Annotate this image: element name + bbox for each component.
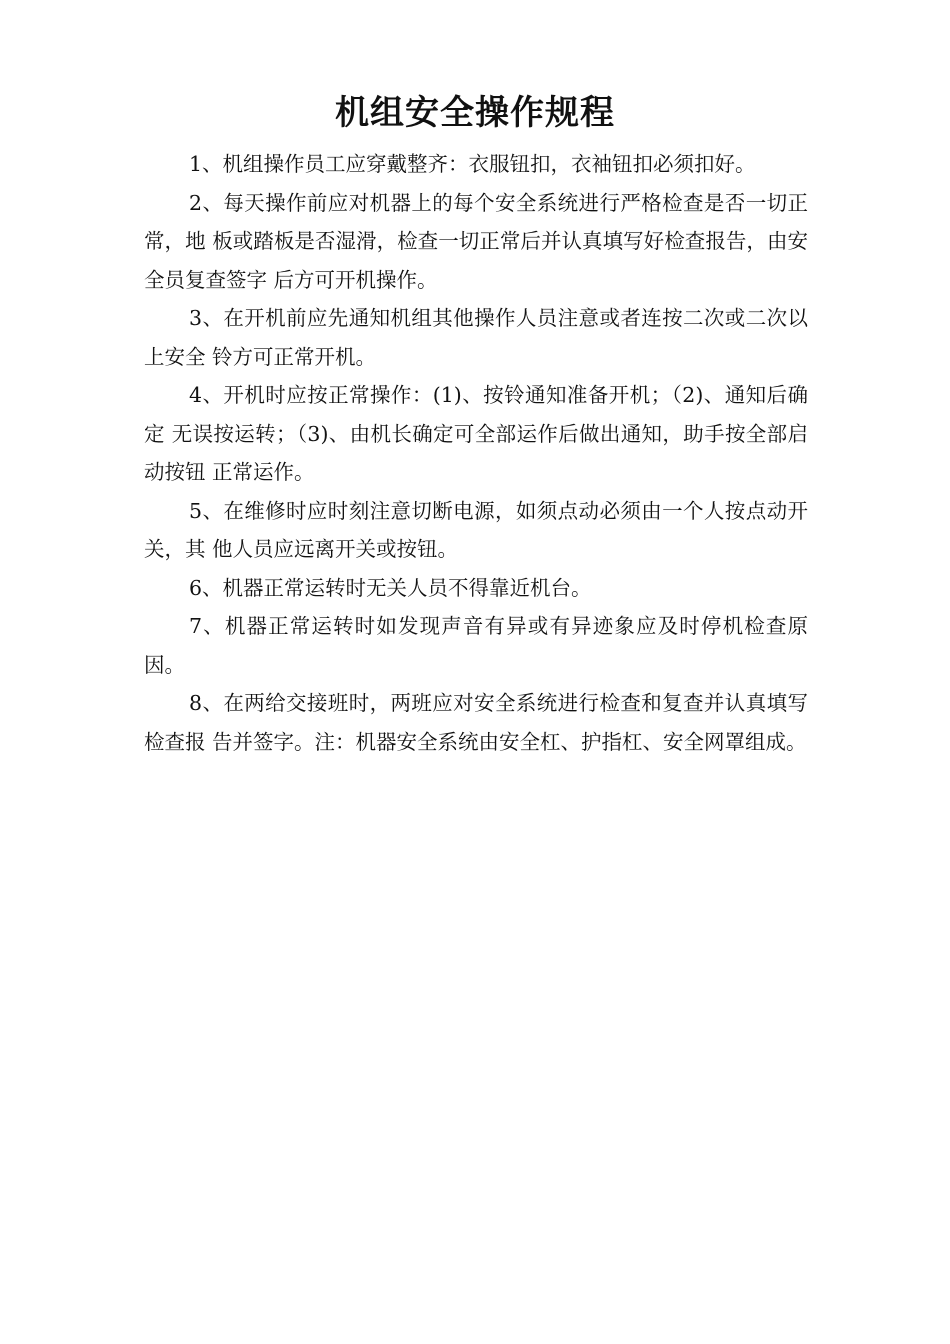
document-body	[144, 145, 808, 761]
paragraph-3: 3、在开机前应先通知机组其他操作人员注意或者连按二次或二次以上安全 铃方可正常开机。	[144, 306, 808, 369]
paragraph-7: 7、机器正常运转时如发现声音有异或有异迹象应及时停机检查原因。	[144, 614, 808, 677]
paragraph-8: 8、在两给交接班时，两班应对安全系统进行检查和复查并认真填写检查报 告并签字。注：机器安全系统由安全杠、护指杠、安全网罩组成。	[144, 691, 808, 754]
paragraph-6: 6、机器正常运转时无关人员不得靠近机台。	[189, 575, 592, 600]
paragraph-1: 1、机组操作员工应穿戴整齐：衣服钮扣，衣袖钮扣必须扣好。	[189, 152, 756, 176]
paragraph-2: 2、每天操作前应对机器上的每个安全系统进行严格检查是否一切正常，地 板或踏板是否湿滑，检查一切正常后并认真填写好检查报告，由安全员复查签字 后方可开机操作。	[144, 190, 808, 292]
paragraph-5: 5、在维修时应时刻注意切断电源，如须点动必须由一个人按点动开关，其 他人员应远离开关或按钮。	[144, 498, 808, 561]
paragraph-4: 4、开机时应按正常操作：(1)、按铃通知准备开机；（2)、通知后确定 无误按运转；（3)、由机长确定可全部运作后做出通知，助手按全部启动按钮 正常运作。	[144, 383, 808, 484]
document-title: 机组安全操作规程	[335, 93, 615, 133]
